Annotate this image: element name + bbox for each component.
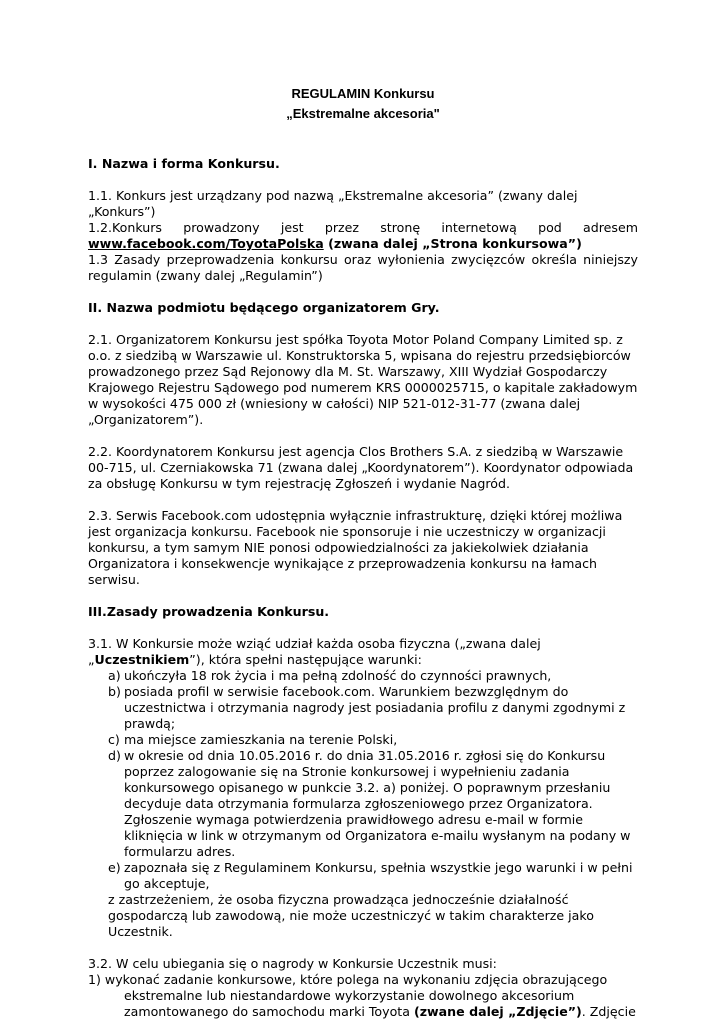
participant-term: Uczestnikiem: [94, 652, 190, 667]
paragraph-3-2: 3.2. W celu ubiegania się o nagrody w Konkursie Uczestnik musi:: [88, 956, 497, 971]
paragraph-2-1: 2.1. Organizatorem Konkursu jest spółka Toyota Motor Poland Company Limited sp. z o.o. z siedzibą w Warszawie ul. Konstruktorska 5, wpisana do rejestru przedsiębiorców prowadzonego przez Sąd Rejonowy dla M. St. Warszawy, XIII Wydział Gospodarczy Krajowego Rejestru Sądowego pod numerem KRS 0000025715, o kapitale zakładowym w wysokości 475 000 zł (wniesiony w całości) NIP 521-012-31-77 (zwana dalej „Organizatorem”).: [88, 332, 638, 427]
paragraph-1-2-suffix: (zwana dalej „Strona konkursowa”): [323, 236, 582, 251]
photo-term: (zwane dalej „Zdjęcie”): [413, 1004, 582, 1019]
condition-b: b) posiada profil w serwisie facebook.com. Warunkiem bezwzględnym do uczestnictwa i otrzymania nagrody jest posiadania profilu z danymi zgodnymi z prawdą;: [108, 684, 626, 731]
paragraph-3-1-intro: 3.1. W Konkursie może wziąć udział każda osoba fizyczna („zwana dalej: [88, 636, 541, 651]
paragraph-2-2: 2.2. Koordynatorem Konkursu jest agencja Clos Brothers S.A. z siedzibą w Warszawie 00-715, ul. Czerniakowska 71 (zwana dalej „Koordynatorem”). Koordynator odpowiada za obsługę Konkursu w tym rejestrację Zgłoszeń i wydanie Nagród.: [88, 444, 634, 491]
section-3-heading: III.Zasady prowadzenia Konkursu.: [88, 604, 330, 619]
condition-c: c) ma miejsce zamieszkania na terenie Polski,: [108, 732, 398, 747]
document-content: [88, 86, 638, 1020]
section-2-heading: II. Nazwa podmiotu będącego organizatorem Gry.: [88, 300, 440, 315]
paragraph-1-3-line2: regulamin (zwany dalej „Regulamin”): [88, 268, 323, 283]
facebook-link[interactable]: www.facebook.com/ToyotaPolska: [88, 236, 324, 251]
paragraph-1-2-line2: [88, 236, 638, 252]
paragraph-3-2-item-1: 1) wykonać zadanie konkursowe, które polega na wykonaniu zdjęcia obrazującego ekstremalne lub niestandardowe wykorzystanie dowolnego akcesorium zamontowanego do samochodu marki Toyota (zwane dalej „Zdjęcie”). Zdjęcie: [88, 972, 636, 1019]
reservation-note: z zastrzeżeniem, że osoba fizyczna prowadząca jednocześnie działalność gospodarczą lub zawodową, nie może uczestniczyć w takim charakterze jako Uczestnik.: [108, 892, 594, 939]
paragraph-2-3: 2.3. Serwis Facebook.com udostępnia wyłącznie infrastrukturę, dzięki której możliwa jest organizacja konkursu. Facebook nie sponsoruje i nie uczestniczy w organizacji konkursu, a tym samym NIE ponosi odpowiedzialności za jakiekolwiek działania Organizatora i konsekwencje wynikające z przeprowadzenia konkursu na łamach serwisu.: [88, 508, 623, 587]
section-1-heading: I. Nazwa i forma Konkursu.: [88, 156, 280, 171]
condition-a: a) ukończyła 18 rok życia i ma pełną zdolność do czynności prawnych,: [108, 668, 552, 683]
paragraph-1-2-line1: 1.2.Konkurs prowadzony jest przez stronę internetową pod adresem: [88, 220, 638, 235]
conditions-list: [88, 668, 638, 892]
document-title: REGULAMIN Konkursu: [291, 86, 435, 101]
paragraph-1-3-line1: 1.3 Zasady przeprowadzenia konkursu oraz wyłonienia zwycięzców określa niniejszy: [88, 252, 638, 267]
condition-d: d) w okresie od dnia 10.05.2016 r. do dnia 31.05.2016 r. zgłosi się do Konkursu poprzez zalogowanie się na Stronie konkursowej i wypełnieniu zadania konkursowego opisanego w punkcie 3.2. a) poniżej. O poprawnym przesłaniu decyduje data otrzymania formularza zgłoszeniowego przez Organizatora. Zgłoszenie wymaga potwierdzenia prawidłowego adresu e-mail w formie kliknięcia w link w otrzymanym od Organizatora e-mailu wysłanym na podany w formularzu adres.: [108, 748, 631, 859]
paragraph-1-1: 1.1. Konkurs jest urządzany pod nazwą „Ekstremalne akcesoria” (zwany dalej „Konkurs”): [88, 188, 578, 219]
document-subtitle: „Ekstremalne akcesoria": [286, 106, 440, 121]
paragraph-3-1-participant: „Uczestnikiem”), która spełni następujące warunki:: [88, 652, 422, 667]
condition-e: e) zapoznała się z Regulaminem Konkursu, spełnia wszystkie jego warunki i w pełni go akceptuje,: [108, 860, 633, 891]
